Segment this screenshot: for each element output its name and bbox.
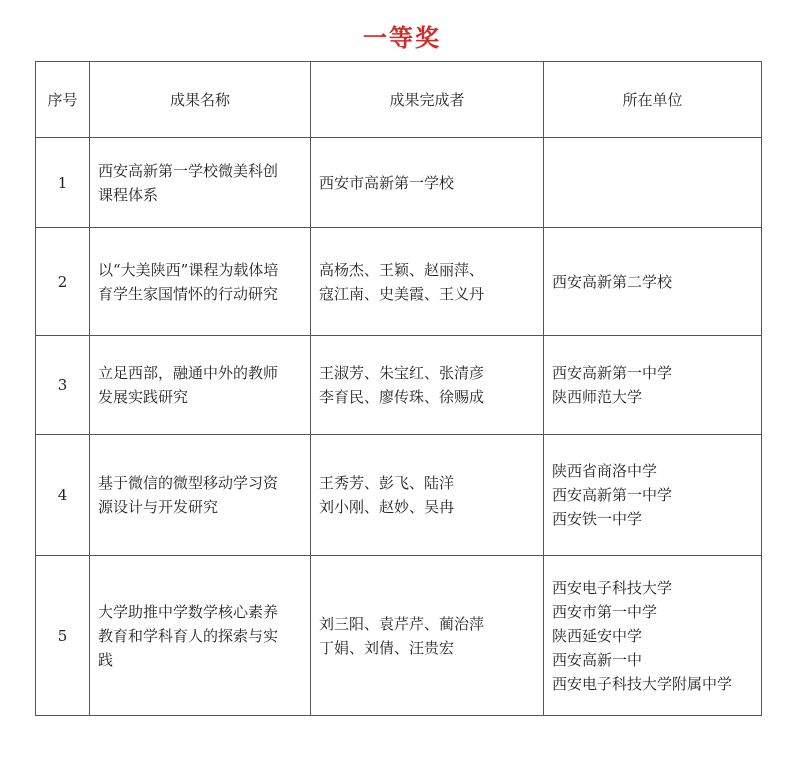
text-line: 源设计与开发研究	[98, 498, 219, 516]
award-table	[35, 61, 762, 716]
text-line: 西安市高新第一学校	[319, 173, 455, 192]
text-line: 西安电子科技大学附属中学	[552, 674, 733, 693]
text-line: 基于微信的微型移动学习资	[98, 474, 279, 492]
row-index: 3	[36, 336, 90, 435]
text-line: 育学生家国情怀的行动研究	[98, 284, 279, 303]
text-line: 西安高新第一中学	[552, 486, 673, 504]
text-line: 陕西师范大学	[552, 388, 643, 406]
achievement-completers	[311, 228, 544, 336]
header-achievement-name: 成果名称	[90, 62, 311, 138]
text-line: 以“大美陕西”课程为载体培	[98, 260, 279, 279]
achievement-unit	[544, 336, 762, 435]
table-row	[36, 435, 762, 556]
achievement-name	[90, 138, 311, 228]
text-line: 西安铁一中学	[552, 510, 643, 528]
table-row	[36, 556, 762, 716]
achievement-completers	[311, 435, 544, 556]
achievement-completers	[311, 138, 544, 228]
text-line: 西安市第一中学	[552, 602, 658, 621]
text-line: 寇江南、史美霞、王义丹	[319, 284, 485, 303]
text-line: 陕西省商洛中学	[552, 462, 658, 480]
text-line: 课程体系	[98, 185, 159, 204]
text-line: 教育和学科育人的探索与实	[98, 626, 279, 645]
achievement-completers	[311, 556, 544, 716]
text-line: 刘小刚、赵妙、吴冉	[319, 498, 455, 516]
text-line: 立足西部，融通中外的教师	[98, 364, 279, 382]
achievement-unit	[544, 228, 762, 336]
text-line: 王秀芳、彭飞、陆洋	[319, 474, 455, 492]
text-line: 西安高新第一中学	[552, 364, 673, 382]
text-line: 大学助推中学数学核心素养	[98, 602, 279, 621]
table-row	[36, 228, 762, 336]
achievement-name	[90, 556, 311, 716]
row-index: 2	[36, 228, 90, 336]
text-line: 西安高新第二学校	[552, 272, 673, 291]
text-line: 丁娟、刘倩、汪贵宏	[319, 638, 455, 657]
achievement-completers	[311, 336, 544, 435]
text-line: 西安电子科技大学	[552, 578, 673, 597]
header-completers: 成果完成者	[311, 62, 544, 138]
achievement-unit	[544, 435, 762, 556]
achievement-name	[90, 336, 311, 435]
table-row	[36, 336, 762, 435]
text-line: 西安高新一中	[552, 650, 643, 669]
text-line: 西安高新第一学校微美科创	[98, 161, 279, 180]
row-index: 1	[36, 138, 90, 228]
header-index: 序号	[36, 62, 90, 138]
row-index: 4	[36, 435, 90, 556]
text-line: 陕西延安中学	[552, 626, 643, 645]
header-unit: 所在单位	[544, 62, 762, 138]
text-line: 高杨杰、王颖、赵丽萍、	[319, 260, 485, 279]
achievement-name	[90, 435, 311, 556]
text-line: 发展实践研究	[98, 388, 189, 406]
achievement-unit	[544, 556, 762, 716]
text-line: 践	[98, 650, 114, 669]
text-line: 王淑芳、朱宝红、张清彦	[319, 364, 485, 382]
text-line: 李育民、廖传珠、徐赐成	[319, 388, 485, 406]
text-line: 刘三阳、袁芹芹、蔺治萍	[319, 614, 485, 633]
table-header-row	[36, 62, 762, 138]
award-title: 一等奖	[363, 23, 441, 52]
achievement-unit	[544, 138, 762, 228]
row-index: 5	[36, 556, 90, 716]
table-row	[36, 138, 762, 228]
achievement-name	[90, 228, 311, 336]
